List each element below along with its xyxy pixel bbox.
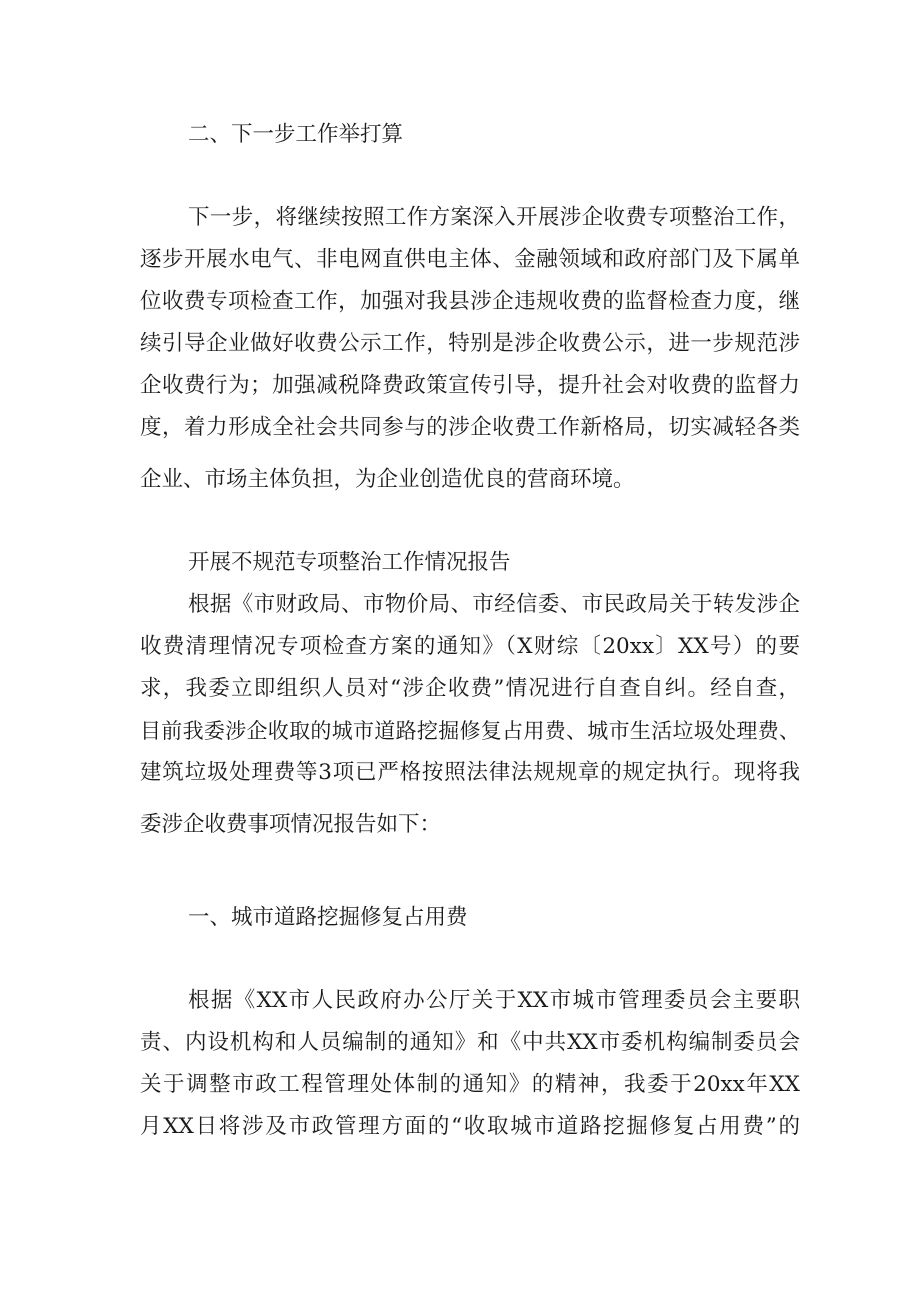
paragraph-line: 企收费行为；加强减税降费政策宣传引导，提升社会对收费的监督力 [140, 373, 800, 398]
paragraph-line: 根据《XX市人民政府办公厅关于XX市城市管理委员会主要职 [188, 988, 800, 1013]
report-title: 开展不规范专项整治工作情况报告 [188, 550, 511, 575]
paragraph-line: 度，着力形成全社会共同参与的涉企收费工作新格局，切实减轻各类 [140, 415, 800, 440]
paragraph-line: 收费清理情况专项检查方案的通知》（X财综〔20xx〕XX号）的要 [140, 634, 800, 659]
paragraph-line: 续引导企业做好收费公示工作，特别是涉企收费公示，进一步规范涉 [140, 331, 800, 356]
paragraph-line: 下一步，将继续按照工作方案深入开展涉企收费专项整治工作， [188, 205, 800, 230]
paragraph-line: 关于调整市政工程管理处体制的通知》的精神，我委于20xx年XX [140, 1072, 800, 1097]
paragraph-line: 根据《市财政局、市物价局、市经信委、市民政局关于转发涉企 [188, 592, 800, 617]
item1-heading: 一、城市道路挖掘修复占用费 [188, 905, 468, 930]
paragraph-line: 目前我委涉企收取的城市道路挖掘修复占用费、城市生活垃圾处理费、 [140, 719, 800, 743]
paragraph-line: 位收费专项检查工作，加强对我县涉企违规收费的监督检查力度，继 [140, 289, 800, 314]
paragraph-line: 企业、市场主体负担，为企业创造优良的营商环境。 [140, 467, 635, 492]
next-steps-heading: 二、下一步工作举打算 [188, 122, 404, 147]
paragraph-line: 责、内设机构和人员编制的通知》和《中共XX市委机构编制委员会 [140, 1030, 800, 1055]
paragraph-line: 月XX日将涉及市政管理方面的“收取城市道路挖掘修复占用费”的 [140, 1114, 800, 1139]
paragraph-line: 委涉企收费事项情况报告如下： [140, 812, 442, 837]
paragraph-line: 逐步开展水电气、非电网直供电主体、金融领域和政府部门及下属单 [140, 247, 800, 272]
paragraph-line: 求，我委立即组织人员对“涉企收费”情况进行自查自纠。经自查， [140, 676, 800, 701]
paragraph-line: 建筑垃圾处理费等3项已严格按照法律法规规章的规定执行。现将我 [140, 760, 800, 785]
